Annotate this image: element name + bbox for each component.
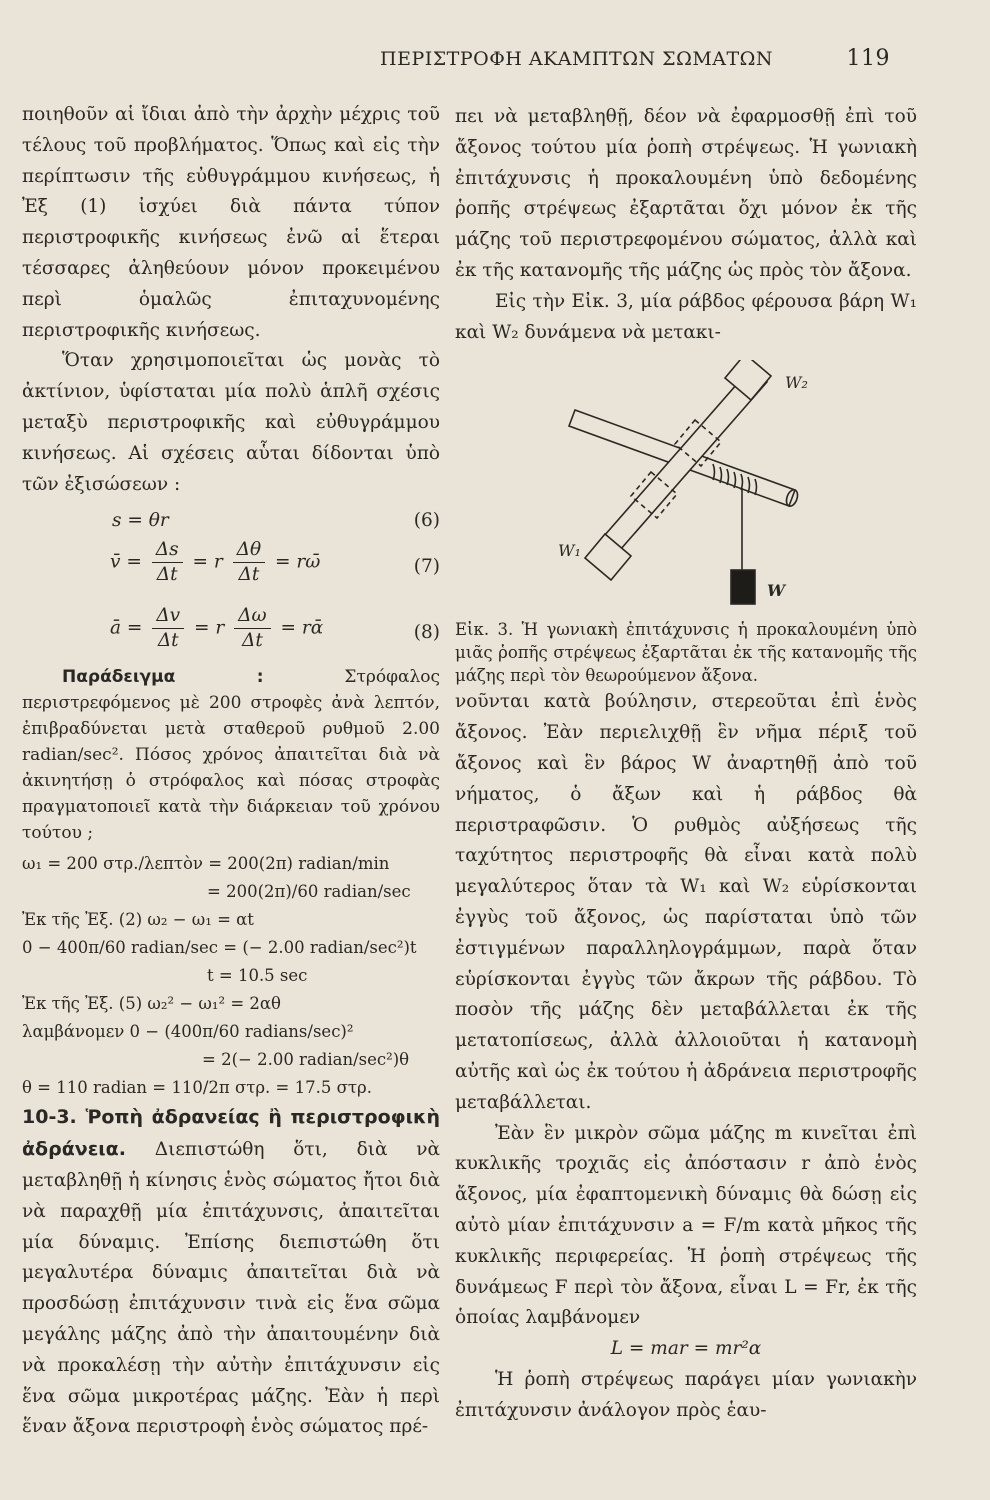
equation-7	[22, 538, 440, 598]
paragraph: Ἐὰν ἓν μικρὸν σῶμα μάζης m κινεῖται ἐπὶ κυκλικῆς τροχιᾶς εἰς ἀπόστασιν r ἀπὸ ἑνὸς ἄξονος, μία ἐφαπτομενικὴ δύναμις θὰ δώσῃ εἰς αὐτὸ μίαν ἐπιτάχυνσιν a = F/m κατὰ μῆκος τῆς κυκλικῆς περιφερείας. Ἡ ῥοπὴ στρέψεως τῆς δυνάμεως F περὶ τὸν ἄξονα, εἶναι L = Fr, ἐκ τῆς ὁποίας λαμβάνομεν	[455, 1122, 917, 1329]
calc-line: Ἐκ τῆς Ἐξ. (2) ω₂ − ω₁ = αt	[22, 910, 254, 930]
equation-body	[110, 604, 323, 653]
label-w: W	[767, 581, 785, 601]
section-text: Διεπιστώθη ὅτι, διὰ νὰ μεταβληθῇ ἡ κίνησις ἑνὸς σώματος ἤτοι διὰ νὰ παραχθῇ μία ἐπιτάχυνσις, ἀπαιτεῖται μία δύναμις. Ἐπίσης διεπιστώθη ὅτι μεγαλυτέρα δύναμις ἀπαιτεῖται διὰ νὰ προσδώσῃ ἐπιτάχυνσιν τινὰ εἰς ἕνα σῶμα μεγάλης μάζης ἀπὸ τὴν ἀπαιτουμένην διὰ νὰ προκαλέσῃ τὴν αὐτὴν ἐπιτάχυνσιν εἰς ἕνα σῶμα μικροτέρας μάζης. Ἐὰν ἡ περὶ ἕναν ἄξονα περιστροφὴ ἑνὸς σώματος πρέ-	[22, 1139, 440, 1438]
numerator: Δs	[152, 538, 183, 563]
worked-solution	[22, 850, 440, 1102]
denominator: Δt	[238, 564, 260, 586]
denominator: Δt	[241, 630, 263, 652]
equation-number: (6)	[413, 510, 440, 532]
numerator: Δω	[234, 604, 270, 629]
label-w1: W₁	[558, 541, 581, 561]
fraction	[152, 604, 184, 653]
eq-part: = rω̄	[275, 551, 321, 573]
left-column	[22, 100, 440, 1443]
equation-body	[110, 538, 320, 587]
paragraph: πει νὰ μεταβληθῇ, δέον νὰ ἐφαρμοσθῇ ἐπὶ τοῦ ἄξονος τούτου μία ῥοπὴ στρέψεως. Ἡ γωνιακὴ ἐπιτάχυνσις ἡ προκαλουμένη ὑπὸ δεδομένης ῥοπῆς στρέψεως ἐξαρτᾶται ὄχι μόνον ἐκ τῆς μάζης τοῦ περιστρεφομένου σώματος, ἀλλὰ καὶ ἐκ τῆς κατανομῆς τῆς μάζης ὡς πρὸς τὸν ἄξονα.	[455, 106, 917, 281]
equation-6	[22, 506, 440, 538]
weight-w	[731, 570, 755, 604]
example	[22, 664, 440, 846]
fraction	[234, 604, 270, 653]
example-text: Στρόφαλος περιστρεφόμενος μὲ 200 στροφὲς ἀνὰ λεπτόν, ἐπιβραδύνεται μετὰ σταθεροῦ ρυθμοῦ 2.00 radian/sec². Πόσος χρόνος ἀπαιτεῖται διὰ νὰ ἀκινητήσῃ ὁ στρόφαλος καὶ πόσας στροφὰς πραγματοποιεῖ κατὰ τὴν διάρκειαν τοῦ χρόνου τούτου ;	[22, 667, 440, 844]
eq-part: v̄ =	[110, 551, 142, 573]
right-column	[455, 102, 917, 1427]
calc-line: = 200(2π)/60 radian/sec	[207, 882, 411, 902]
calc-line: λαμβάνομεν 0 − (400π/60 radians/sec)²	[22, 1022, 354, 1042]
figure-caption: Εἰκ. 3. Ἡ γωνιακὴ ἐπιτάχυνσις ἡ προκαλουμένη ὑπὸ μιᾶς ῥοπῆς στρέψεως ἐξαρτᾶται ἐκ τῆς κατανομῆς τῆς μάζης περὶ τὸν θεωρούμενον ἄξονα.	[455, 620, 917, 686]
rotating-rod-diagram	[455, 360, 917, 610]
calc-line: t = 10.5 sec	[207, 966, 308, 986]
eq-part: = r	[192, 551, 223, 573]
section	[22, 1102, 440, 1443]
calc-line: = 2(− 2.00 radian/sec²)θ	[202, 1050, 410, 1070]
paragraph: ποιηθοῦν αἱ ἴδιαι ἀπὸ τὴν ἀρχὴν μέχρις τοῦ τέλους τοῦ προβλήματος. Ὅπως καὶ εἰς τὴν περίπτωσιν τῆς εὐθυγράμμου κινήσεως, ἡ Ἐξ (1) ἰσχύει διὰ πάντα τύπον περιστροφικῆς κινήσεως ἐνῶ αἱ ἕτεραι τέσσαρες ἀληθεύουν μόνον προκειμένου περὶ ὁμαλῶς ἐπιταχυνομένης περιστροφικῆς κινήσεως.	[22, 104, 440, 341]
figure-3	[455, 360, 917, 610]
eq-part: = rᾱ	[280, 617, 324, 639]
example-label: Παράδειγμα :	[62, 667, 264, 688]
calc-line: Ἐκ τῆς Ἐξ. (5) ω₂² − ω₁² = 2αθ	[22, 994, 281, 1014]
equation-number: (7)	[413, 556, 440, 578]
eq-part: ā =	[110, 617, 143, 639]
running-head	[380, 48, 920, 80]
numerator: Δv	[152, 604, 184, 629]
equation-torque: L = mar = mr²α	[610, 1338, 762, 1360]
paragraph: Εἰς τὴν Εἰκ. 3, μία ράβδος φέρουσα βάρη W₁ καὶ W₂ δυνάμενα νὰ μετακι-	[455, 290, 917, 343]
numerator: Δθ	[233, 538, 266, 563]
eq-part: = r	[194, 617, 225, 639]
denominator: Δt	[156, 564, 178, 586]
calc-line: θ = 110 radian = 110/2π στρ. = 17.5 στρ.	[22, 1078, 372, 1098]
denominator: Δt	[157, 630, 179, 652]
equation-8	[22, 604, 440, 664]
equation-number: (8)	[413, 622, 440, 644]
equation-body: s = θr	[112, 510, 169, 532]
calc-line: ω₁ = 200 στρ./λεπτὸν = 200(2π) radian/min	[22, 854, 390, 874]
paragraph: Ὅταν χρησιμοποιεῖται ὡς μονὰς τὸ ἀκτίνιον, ὑφίσταται μία πολὺ ἁπλῆ σχέσις μεταξὺ περιστροφικῆς καὶ εὐθυγράμμου κινήσεως. Αἱ σχέσεις αὗται δίδονται ὑπὸ τῶν ἐξισώσεων :	[22, 350, 440, 495]
calc-line: 0 − 400π/60 radian/sec = (− 2.00 radian/sec²)t	[22, 938, 417, 958]
fraction	[152, 538, 183, 587]
section-heading: 10-3. Ῥοπὴ ἀδρανείας ἢ περιστροφικὴ ἀδράνεια.	[22, 1106, 440, 1161]
paragraph: νοῦνται κατὰ βούλησιν, στερεοῦται ἐπὶ ἑνὸς ἄξονος. Ἐὰν περιελιχθῇ ἓν νῆμα πέριξ τοῦ ἄξονος καὶ ἓν βάρος W ἀναρτηθῇ ἀπὸ τοῦ νήματος, ὁ ἄξων καὶ ἡ ράβδος θὰ περιστραφῶσιν. Ὁ ρυθμὸς αὐξήσεως τῆς ταχύτητος περιστροφῆς θὰ εἶναι κατὰ πολὺ μεγαλύτερος ὅταν τὰ W₁ καὶ W₂ εὑρίσκονται ἐγγὺς τοῦ ἄξονος, ὡς παρίσταται ὑπὸ τῶν ἐστιγμένων παραλληλογράμμων, παρὰ ὅταν εὑρίσκονται ἐγγὺς τῶν ἄκρων τῆς ράβδου. Τὸ ποσὸν τῆς μάζης δὲν μεταβάλλεται ἐκ τῆς μετατοπίσεως, ἀλλὰ ἀλλοιοῦται ἡ κατανομὴ αὐτῆς καὶ ὡς ἐκ τούτου ἡ ἀδράνεια περιστροφῆς μεταβάλλεται.	[455, 691, 917, 1113]
label-w2: W₂	[785, 373, 808, 393]
paragraph: Ἡ ῥοπὴ στρέψεως παράγει μίαν γωνιακὴν ἐπιτάχυνσιν ἀνάλογον πρὸς ἑαυ-	[455, 1368, 917, 1421]
running-title: ΠΕΡΙΣΤΡΟΦΗ ΑΚΑΜΠΤΩΝ ΣΩΜΑΤΩΝ	[380, 48, 774, 70]
page-number: 119	[846, 46, 890, 71]
fraction	[233, 538, 266, 587]
